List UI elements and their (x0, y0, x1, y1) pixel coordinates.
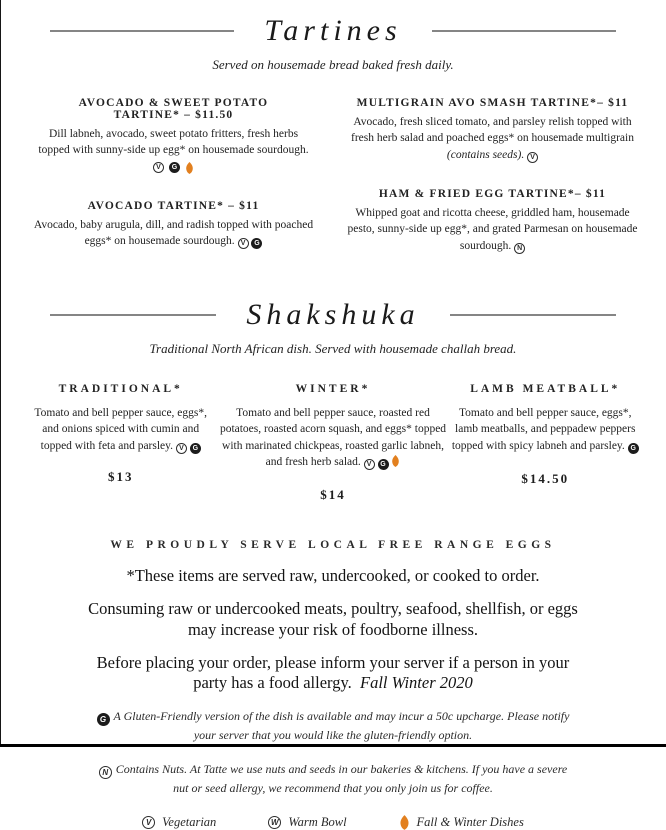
gluten-friendly-icon: G (378, 459, 389, 470)
gluten-friendly-icon: G (190, 443, 201, 454)
tartines-left-column (18, 97, 329, 254)
gluten-friendly-icon: G (251, 238, 262, 249)
raw-items-disclaimer: *These items are served raw, undercooked, or cooked to order. (126, 566, 540, 586)
gluten-friendly-icon: G (628, 443, 639, 454)
item-desc-text: Tomato and bell pepper sauce, eggs*, lamb meatballs, and peppadew peppers topped with spicy labneh and parsley. (451, 406, 636, 452)
vegetarian-icon: V (238, 238, 249, 249)
fall-winter-icon (391, 455, 400, 467)
item-desc-text: Avocado, fresh sliced tomato, and parsley relish topped with fresh herb salad and poached eggs* on housemade multigrain (351, 116, 634, 145)
foodborne-illness-disclaimer: Consuming raw or undercooked meats, poultry, seafood, shellfish, or eggs may increase your risk of foodborne illness. (88, 599, 578, 639)
item-price: $14.50 (521, 470, 570, 486)
item-title: WINTER* (295, 382, 371, 395)
menu-item-winter-shakshuka (219, 383, 446, 503)
menu-footer (0, 539, 666, 829)
allergy-disclaimer (81, 653, 586, 693)
page-left-border (0, 0, 1, 747)
icon-legend (0, 815, 666, 830)
menu-item-lamb-meatball-shakshuka (447, 383, 644, 503)
vegetarian-icon: V (153, 162, 164, 173)
gluten-note-text: A Gluten-Friendly version of the dish is available and may incur a 50c upcharge. Please notify your server that you would like the gluten-friendly option. (113, 708, 570, 743)
header-rule-left (50, 314, 216, 316)
item-desc-text: Tomato and bell pepper sauce, roasted red potatoes, roasted acorn squash, and eggs* topped with marinated chickpeas, roasted garlic labneh, and fresh herb salad. (219, 406, 447, 468)
allergy-text: Before placing your order, please inform your server if a person in your party has a food allergy. (96, 652, 570, 692)
item-icon-row (18, 162, 329, 174)
item-desc (341, 114, 645, 163)
gluten-friendly-icon: G (97, 713, 110, 726)
vegetarian-icon: V (364, 459, 375, 470)
header-rule-left (50, 30, 234, 32)
gluten-friendly-note (94, 707, 572, 746)
item-desc: Dill labneh, avocado, sweet potato fritters, fresh herbs topped with sunny-side up egg* on housemade sourdough. (38, 128, 309, 157)
contains-nuts-icon: N (99, 766, 112, 779)
item-desc-text: Tomato and bell pepper sauce, eggs*, and onions spiced with cumin and topped with feta and parsley. (34, 406, 208, 452)
tartines-right-column (337, 97, 648, 254)
menu-item-multigrain-avo-smash-tartine (337, 97, 648, 163)
legend-fall-winter (399, 815, 524, 830)
item-desc (23, 217, 325, 250)
tartines-grid (18, 97, 648, 254)
item-desc-italic: (contains seeds). (446, 148, 525, 161)
item-desc-text: Avocado, baby arugula, dill, and radish topped with poached eggs* on housemade sourdough. (33, 218, 314, 247)
vegetarian-icon: V (176, 443, 187, 454)
free-range-eggs-banner: WE PROUDLY SERVE LOCAL FREE RANGE EGGS (110, 539, 556, 552)
item-title: MULTIGRAIN AVO SMASH TARTINE*– $11 (356, 97, 629, 109)
item-desc-text: Whipped goat and ricotta cheese, griddled ham, housemade pesto, sunny-side up egg*, and grated Parmesan on housemade sourdough. (347, 206, 638, 252)
legend-label: Vegetarian (162, 814, 217, 829)
item-desc (27, 405, 215, 454)
fall-winter-icon (399, 815, 410, 830)
item-title: LAMB MEATBALL* (470, 382, 621, 395)
gluten-friendly-icon: G (169, 162, 180, 173)
tartines-header (50, 14, 616, 48)
section-tartines (0, 14, 666, 254)
menu-item-traditional-shakshuka (22, 383, 219, 503)
shakshuka-header (50, 298, 616, 332)
vegetarian-icon: V (142, 816, 155, 829)
nuts-note-text: Contains Nuts. At Tatte we use nuts and seeds in our bakeries & kitchens. If you have a severe nut or seed allergy, we recommend that you only join us for coffee. (115, 761, 568, 796)
vegetarian-icon: V (527, 152, 538, 163)
warm-bowl-icon: W (268, 816, 281, 829)
page-bottom-border (0, 744, 666, 747)
contains-nuts-note (94, 760, 572, 799)
item-desc (449, 405, 641, 454)
shakshuka-subtitle: Traditional North African dish. Served with housemade challah bread. (149, 340, 517, 356)
fall-winter-icon (185, 162, 194, 174)
season-label: Fall Winter 2020 (360, 672, 473, 692)
item-desc (219, 405, 446, 470)
section-shakshuka (0, 298, 666, 503)
shakshuka-grid (22, 383, 644, 503)
header-rule-right (432, 30, 616, 32)
menu-item-avocado-tartine (18, 200, 329, 250)
menu-item-avocado-sweet-potato-tartine (18, 97, 329, 174)
tartines-title: Tartines (264, 14, 402, 47)
legend-label: Fall & Winter Dishes (416, 814, 524, 829)
legend-label: Warm Bowl (288, 814, 347, 829)
item-title: AVOCADO TARTINE* – $11 (87, 199, 260, 212)
item-price: $13 (107, 468, 134, 484)
item-title: HAM & FRIED EGG TARTINE*– $11 (378, 187, 607, 200)
item-price: $14 (320, 487, 346, 503)
item-title: TRADITIONAL* (58, 382, 183, 395)
header-rule-right (450, 314, 616, 316)
shakshuka-title: Shakshuka (246, 297, 420, 331)
menu-item-ham-fried-egg-tartine (337, 188, 648, 254)
legend-warm-bowl (268, 815, 346, 830)
contains-nuts-icon: N (514, 243, 525, 254)
item-desc (344, 205, 642, 254)
item-title: AVOCADO & SWEET POTATO TARTINE* – $11.50 (78, 97, 269, 121)
tartines-subtitle: Served on housemade bread baked fresh daily. (212, 57, 454, 72)
legend-vegetarian (142, 815, 216, 830)
